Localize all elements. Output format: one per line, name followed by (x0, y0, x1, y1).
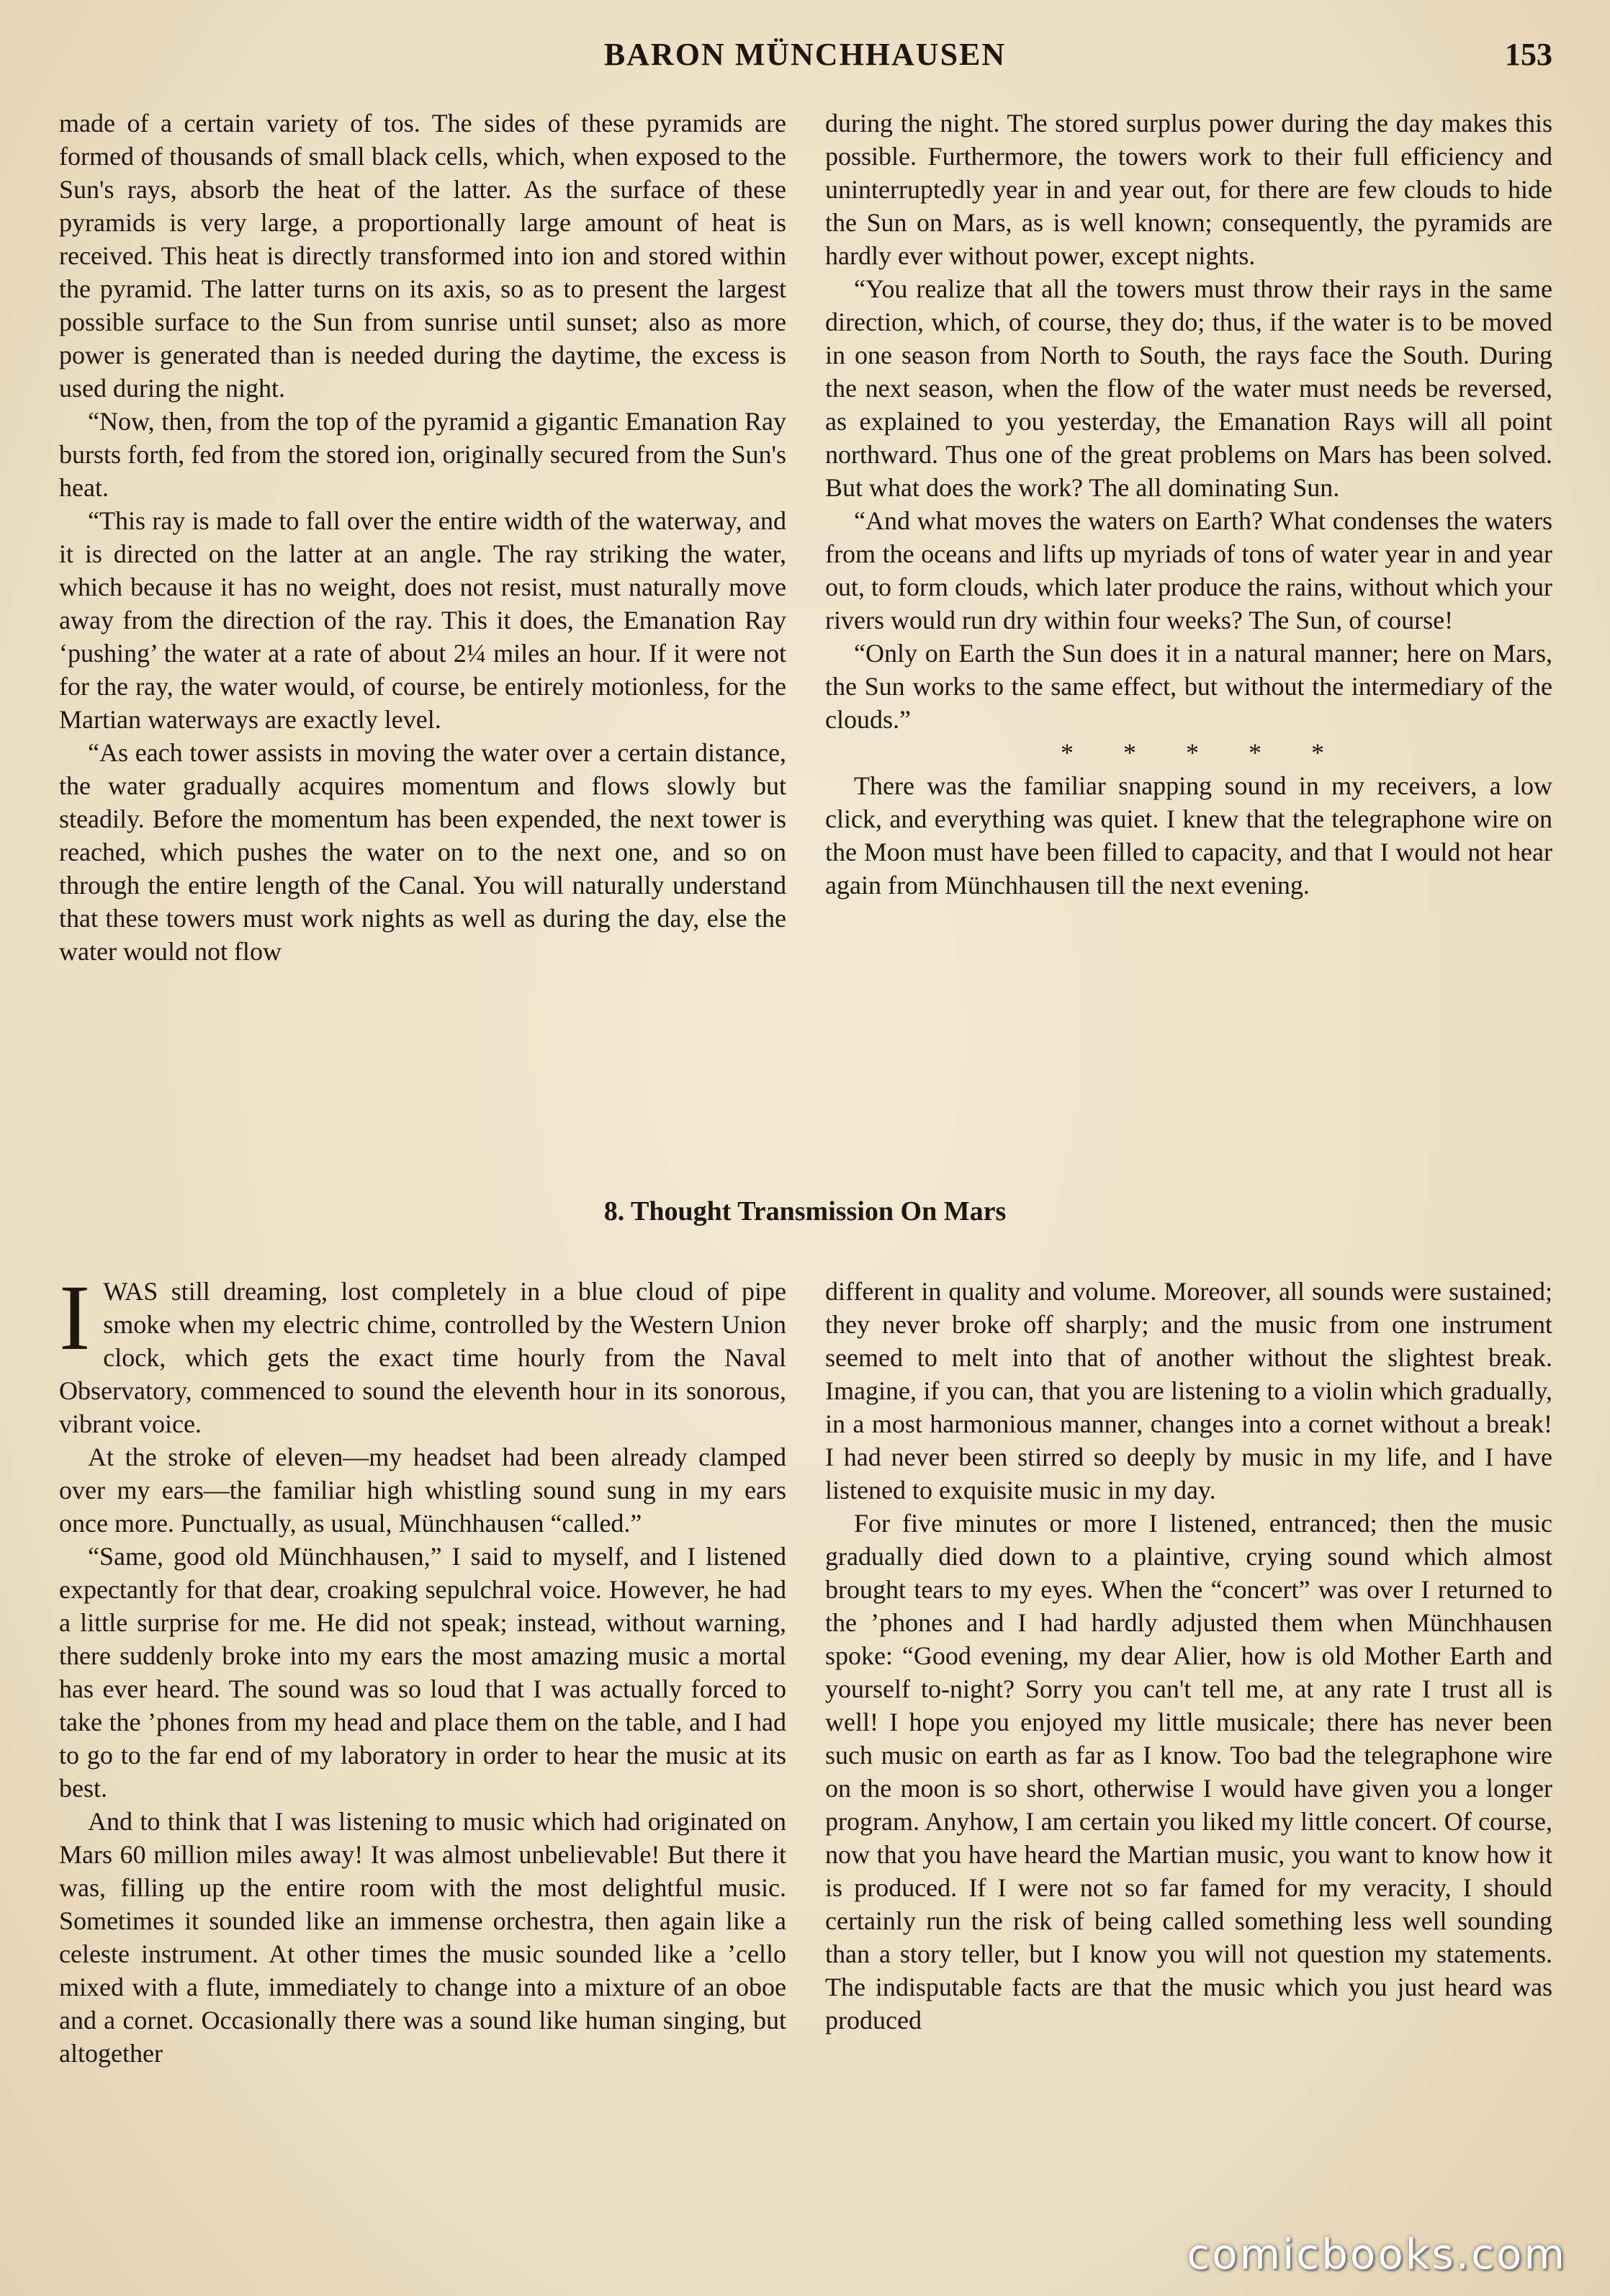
running-head (0, 32, 1610, 82)
column-top-right (825, 107, 1552, 902)
paragraph: There was the familiar snapping sound in my receivers, a low click, and everything was quiet. I knew that the telegraphone wire on the Moon must have been filled to capacity, and that I would not hear again from Münchhausen till the next evening. (825, 771, 1552, 900)
running-title: BARON MÜNCHHAUSEN (603, 37, 1007, 72)
paragraph: during the night. The stored surplus power during the day makes this possible. Furthermore, the towers work to their full efficiency and uninterruptedly year in and year out, for there are few clouds to hide the Sun on Mars, as is well known; consequently, the pyramids are hardly ever without power, except nights. (825, 109, 1552, 270)
paragraph: different in quality and volume. Moreover, all sounds were sustained; they never broke off sharply; and the music from one instrument seemed to melt into that of another without the slightest break. Imagine, if you can, that you are listening to a violin which gradually, in a most harmonious manner, changes into a cornet without a break! I had never been stirred so deeply by music in my life, and I have listened to exquisite music in my day. (825, 1277, 1552, 1504)
page-number: 153 (1505, 37, 1552, 72)
paragraph: “Same, good old Münchhausen,” I said to myself, and I listened expectantly for that dear, croaking sepulchral voice. However, he had a little surprise for me. He did not speak; instead, without warning, there suddenly broke into my ears the most amazing music a mortal has ever heard. The sound was so loud that I was actually forced to take the ’phones from my head and place them on the table, and I had to go to the far end of my laboratory in order to hear the music at its best. (59, 1542, 786, 1803)
section-break-asterisks: * * * * * (1061, 738, 1346, 767)
paragraph: “Now, then, from the top of the pyramid a gigantic Emanation Ray bursts forth, fed from the stored ion, originally secured from the Sun's heat. (59, 407, 786, 502)
opening-paragraph (59, 1266, 786, 1440)
paragraph: For five minutes or more I listened, entranced; then the music gradually died down to a plaintive, crying sound which almost brought tears to my eyes. When the “concert” was over I returned to the ’phones and I had hardly adjusted them when Münchhausen spoke: “Good evening, my dear Alier, how is old Mother Earth and yourself to-night? Sorry you can't tell me, at any rate I trust all is well! I hope you enjoyed my little musicale; there has never been such music on earth as far as I know. Too bad the telegraphone wire on the moon is so short, otherwise I would have given you a longer program. Anyhow, I am certain you liked my little concert. Of course, now that you have heard the Martian music, you want to know how it is produced. If I were not so far famed for my veracity, I should certainly run the risk of being called something less well sounding than a story teller, but I know you will not question my statements. The indisputable facts are that the music which you just heard was produced (825, 1509, 1552, 2035)
column-bottom-right (825, 1275, 1552, 2037)
paragraph: At the stroke of eleven—my headset had been already clamped over my ears—the familiar high whistling sound sung in my ears once more. Punctually, as usual, Münchhausen “called.” (59, 1443, 786, 1538)
paragraph: “As each tower assists in moving the water over a certain distance, the water gradually acquires momentum and flows slowly but steadily. Before the momentum has been expended, the next tower is reached, which pushes the water on to the next one, and so on through the entire length of the Canal. You will naturally understand that these towers must work nights as well as during the day, else the water would not flow (59, 738, 786, 966)
paragraph: “And what moves the waters on Earth? What condenses the waters from the oceans and lifts up myriads of tons of water year in and year out, to form clouds, which later produce the rains, without which your rivers would run dry within four weeks? The Sun, of course! (825, 506, 1552, 634)
paragraph: made of a certain variety of tos. The sides of these pyramids are formed of thousands of small black cells, which, when exposed to the Sun's rays, absorb the heat of the latter. As the surface of these pyramids is very large, a proportionally large amount of heat is received. This heat is directly transformed into ion and stored within the pyramid. The latter turns on its axis, so as to present the largest possible surface to the Sun from sunrise until sunset; also as more power is generated than is needed during the daytime, the excess is used during the night. (59, 109, 786, 403)
paragraph: “Only on Earth the Sun does it in a natural manner; here on Mars, the Sun works to the same effect, but without the intermediary of the clouds.” (825, 639, 1552, 734)
column-bottom-left (59, 1266, 786, 2070)
column-top-left (59, 107, 786, 968)
section-title: 8. Thought Transmission On Mars (603, 1196, 1007, 1227)
paragraph: And to think that I was listening to music which had originated on Mars 60 million miles away! It was almost unbelievable! But there it was, filling up the entire room with the most delightful music. Sometimes it sounded like an immense orchestra, then again like a celeste instrument. At other times the music sounded like a ’cello mixed with a flute, immediately to change into a mixture of an oboe and a cornet. Occasionally there was a sound like human singing, but altogether (59, 1807, 786, 2068)
opening-text: WAS still dreaming, lost completely in a blue cloud of pipe smoke when my electric chime, controlled by the Western Union clock, which gets the exact time hourly from the Naval Observatory, commenced to sound the eleventh hour in its sonorous, vibrant voice. (59, 1277, 786, 1438)
drop-cap: I (59, 1266, 91, 1370)
paragraph: “You realize that all the towers must throw their rays in the same direction, which, of course, they do; thus, if the water is to be moved in one season from North to South, the rays face the South. During the next season, when the flow of the water must needs be reversed, as explained to you yesterday, the Emanation Rays will all point northward. Thus one of the great problems on Mars has been solved. But what does the work? The all dominating Sun. (825, 274, 1552, 502)
paragraph: “This ray is made to fall over the entire width of the waterway, and it is directed on the latter at an angle. The ray striking the water, which because it has no weight, does not resist, must naturally move away from the direction of the ray. This it does, the Emanation Ray ‘pushing’ the water at a rate of about 2¼ miles an hour. If it were not for the ray, the water would, of course, be entirely motionless, for the Martian waterways are exactly level. (59, 506, 786, 734)
site-watermark: comicbooks.com (1187, 2230, 1567, 2279)
